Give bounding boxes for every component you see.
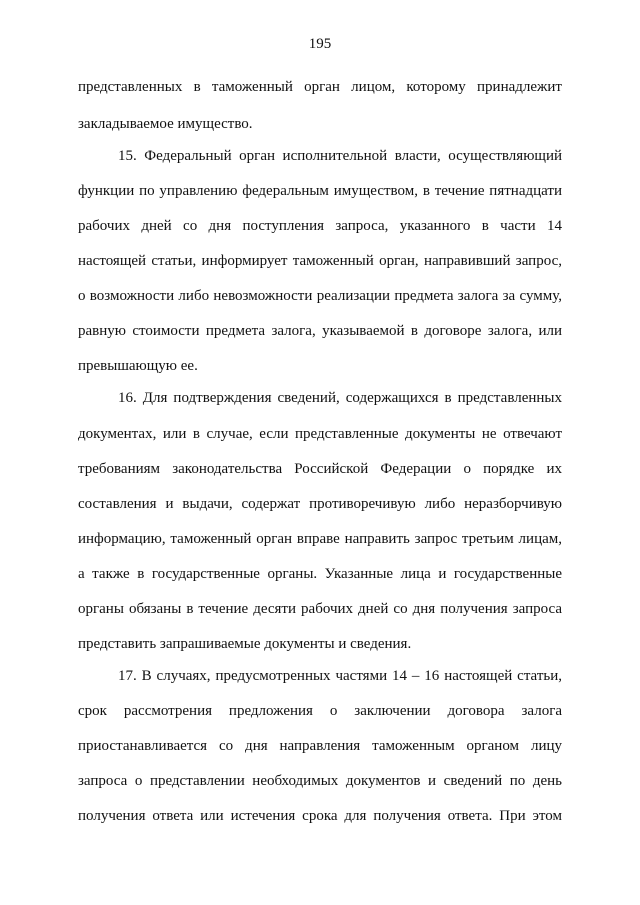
text-line: а также в государственные органы. Указанные лица и государственные: [78, 566, 562, 582]
text-line: запроса о представлении необходимых документов и сведений по день: [78, 773, 562, 789]
text-line: рабочих дней со дня поступления запроса, указанного в части 14: [78, 218, 562, 234]
text-line: превышающую ее.: [78, 358, 198, 374]
text-line: органы обязаны в течение десяти рабочих дней со дня получения запроса: [78, 601, 562, 617]
paragraph-17-start: 17. В случаях, предусмотренных частями 14 – 16 настоящей статьи,: [118, 668, 562, 684]
text-line: закладываемое имущество.: [78, 116, 253, 132]
text-line: документах, или в случае, если представленные документы не отвечают: [78, 426, 562, 442]
text-line: требованиям законодательства Российской Федерации о порядке их: [78, 461, 562, 477]
text-line: представить запрашиваемые документы и сведения.: [78, 636, 412, 652]
paragraph-15-start: 15. Федеральный орган исполнительной власти, осуществляющий: [118, 148, 562, 164]
text-line: информацию, таможенный орган вправе направить запрос третьим лицам,: [78, 531, 562, 547]
page-number: 195: [308, 36, 332, 52]
text-line: функции по управлению федеральным имуществом, в течение пятнадцати: [78, 183, 562, 199]
text-line: приостанавливается со дня направления таможенным органом лицу: [78, 738, 562, 754]
text-line: настоящей статьи, информирует таможенный орган, направивший запрос,: [78, 253, 562, 269]
text-line: получения ответа или истечения срока для получения ответа. При этом: [78, 808, 562, 824]
text-line: равную стоимости предмета залога, указываемой в договоре залога, или: [78, 323, 562, 339]
paragraph-16-start: 16. Для подтверждения сведений, содержащихся в представленных: [118, 390, 562, 406]
text-line: представленных в таможенный орган лицом, которому принадлежит: [78, 79, 562, 95]
text-line: о возможности либо невозможности реализации предмета залога за сумму,: [78, 288, 562, 304]
text-line: срок рассмотрения предложения о заключении договора залога: [78, 703, 562, 719]
text-line: составления и выдачи, содержат противоречивую либо неразборчивую: [78, 496, 562, 512]
